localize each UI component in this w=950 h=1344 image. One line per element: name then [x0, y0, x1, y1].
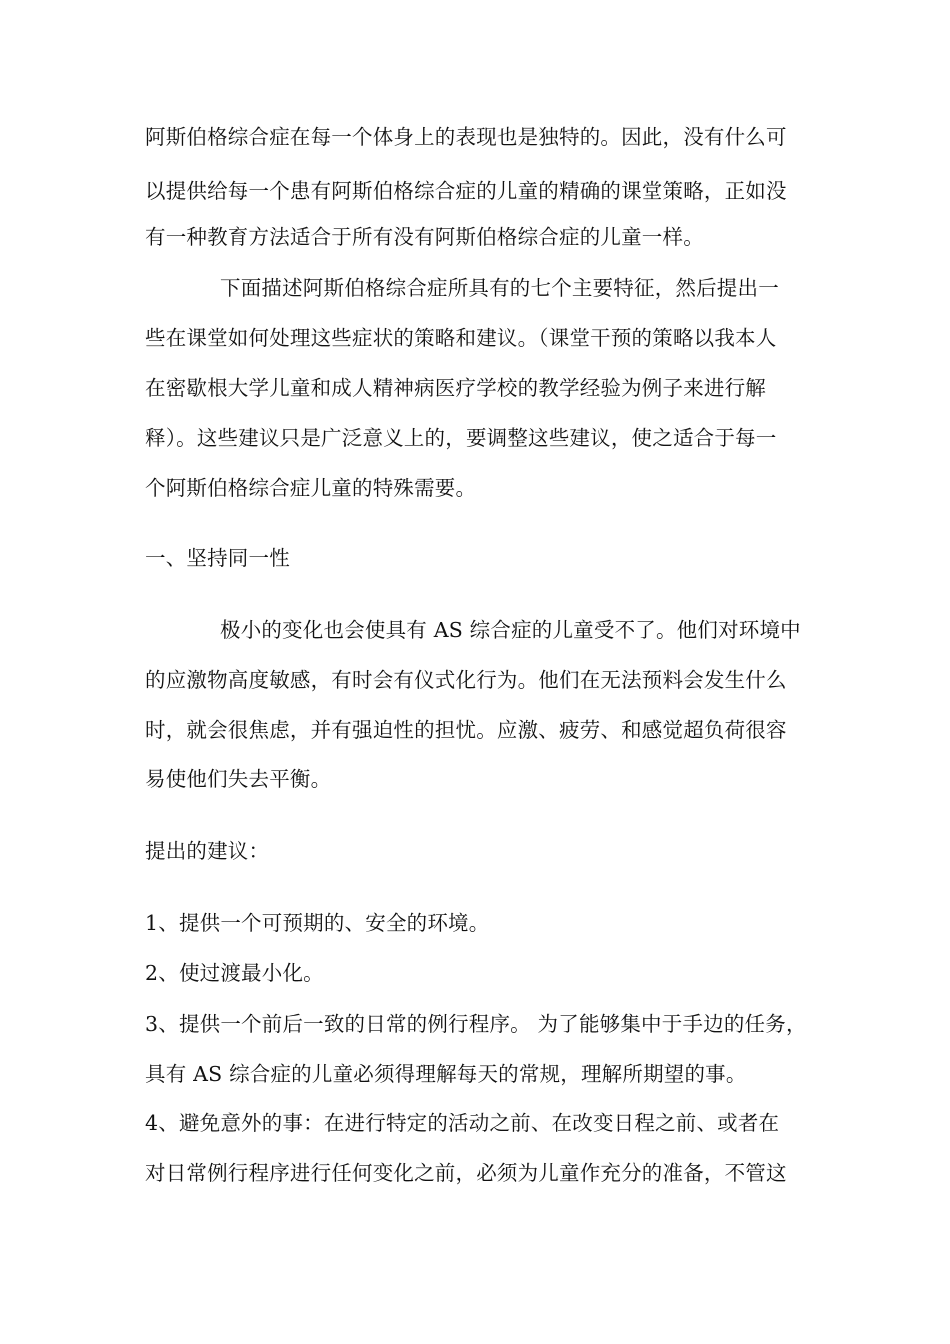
- suggestion-3-line-1: 3、提供一个前后一致的日常的例行程序。 为了能够集中于手边的任务，: [145, 1012, 807, 1036]
- paragraph-3-line-2: 的应激物高度敏感，有时会有仪式化行为。他们在无法预料会发生什么: [145, 668, 787, 692]
- suggestion-4-line-1: 4、避免意外的事：在进行特定的活动之前、在改变日程之前、或者在: [145, 1111, 780, 1135]
- paragraph-1-line-1: 阿斯伯格综合症在每一个体身上的表现也是独特的。因此，没有什么可: [145, 125, 787, 149]
- suggestions-heading: 提出的建议：: [145, 839, 270, 863]
- paragraph-3-line-1: 极小的变化也会使具有 AS 综合症的儿童受不了。他们对环境中: [220, 618, 801, 642]
- suggestion-4-line-2: 对日常例行程序进行任何变化之前，必须为儿童作充分的准备，不管这: [145, 1161, 787, 1185]
- paragraph-3-line-4: 易使他们失去平衡。: [145, 767, 332, 791]
- paragraph-3-line-3: 时，就会很焦虑，并有强迫性的担忧。应激、疲劳、和感觉超负荷很容: [145, 718, 787, 742]
- suggestion-2: 2、使过渡最小化。: [145, 961, 324, 985]
- paragraph-2-line-4: 释）。这些建议只是广泛意义上的，要调整这些建议，使之适合于每一: [145, 426, 777, 450]
- paragraph-2-line-1: 下面描述阿斯伯格综合症所具有的七个主要特征，然后提出一: [220, 276, 779, 300]
- paragraph-2-line-3: 在密歇根大学儿童和成人精神病医疗学校的教学经验为例子来进行解: [145, 376, 766, 400]
- paragraph-2-line-2: 些在课堂如何处理这些症状的策略和建议。（课堂干预的策略以我本人: [145, 326, 777, 350]
- paragraph-1-line-2: 以提供给每一个患有阿斯伯格综合症的儿童的精确的课堂策略，正如没: [145, 179, 787, 203]
- section-heading: 一、坚持同一性: [145, 546, 290, 570]
- paragraph-2-line-5: 个阿斯伯格综合症儿童的特殊需要。: [145, 476, 477, 500]
- suggestion-1: 1、提供一个可预期的、安全的环境。: [145, 911, 490, 935]
- paragraph-1-line-3: 有一种教育方法适合于所有没有阿斯伯格综合症的儿童一样。: [145, 225, 704, 249]
- suggestion-3-line-2: 具有 AS 综合症的儿童必须得理解每天的常规，理解所期望的事。: [145, 1062, 747, 1086]
